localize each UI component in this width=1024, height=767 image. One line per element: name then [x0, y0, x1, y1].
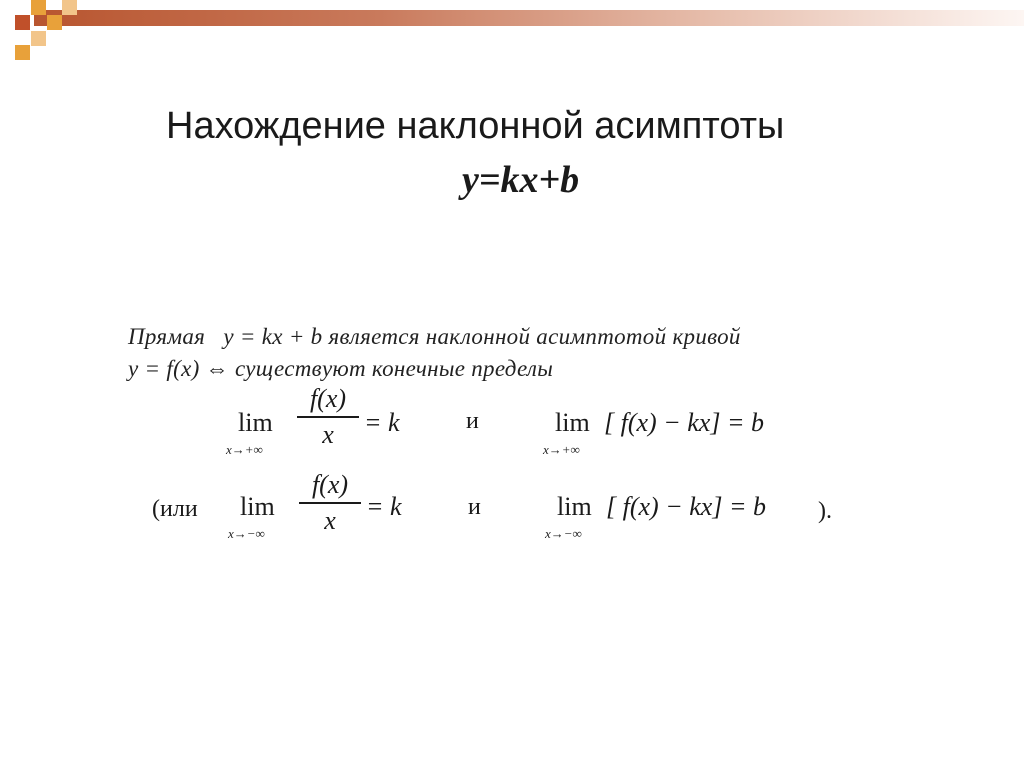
lim-label: lim	[238, 408, 273, 437]
logo-square	[31, 31, 46, 46]
fraction-denominator: x	[322, 420, 334, 449]
limit-sub-minus: x→−∞	[228, 526, 265, 541]
limit-sub-minus-2: x→−∞	[545, 526, 582, 541]
fraction-bar	[299, 502, 361, 504]
equals-k-2: = k	[366, 492, 402, 521]
fraction-bar	[297, 416, 359, 418]
fraction-numerator: f(x)	[311, 470, 349, 499]
logo-square	[15, 45, 30, 60]
or-open: (или	[152, 496, 198, 522]
logo-squares	[0, 0, 80, 60]
bracket-expression-2: [ f(x) − kx] = b	[606, 492, 766, 521]
theorem-line-2: y = f(x) ⇔ существуют конечные пределы	[128, 356, 554, 381]
limit-k-minus	[240, 492, 275, 522]
logo-square	[31, 0, 46, 15]
slide-title: Нахождение наклонной асимптоты	[166, 105, 785, 147]
close-paren: ).	[818, 498, 832, 524]
fraction-fx-over-x-2	[299, 470, 361, 536]
limit-b-minus	[557, 492, 592, 522]
limit-k-plus	[238, 408, 273, 438]
fraction-denominator: x	[324, 506, 336, 535]
and-label: и	[466, 408, 479, 434]
theorem-line-1: Прямая y = kx + b является наклонной асимптотой кривой	[128, 324, 741, 349]
limit-b-plus	[555, 408, 590, 438]
logo-square	[62, 0, 77, 15]
top-gradient-bar	[34, 10, 1024, 26]
logo-square	[15, 15, 30, 30]
limit-sub-plus-2: x→+∞	[543, 442, 580, 457]
logo-square	[47, 15, 62, 30]
lim-label: lim	[555, 408, 590, 437]
lim-label: lim	[557, 492, 592, 521]
equals-k: = k	[364, 408, 400, 437]
fraction-fx-over-x	[297, 384, 359, 450]
lim-label: lim	[240, 492, 275, 521]
fraction-numerator: f(x)	[309, 384, 347, 413]
asymptote-formula: y=kx+b	[462, 159, 580, 201]
bracket-expression: [ f(x) − kx] = b	[604, 408, 764, 437]
and-label-2: и	[468, 494, 481, 520]
limit-sub-plus: x→+∞	[226, 442, 263, 457]
